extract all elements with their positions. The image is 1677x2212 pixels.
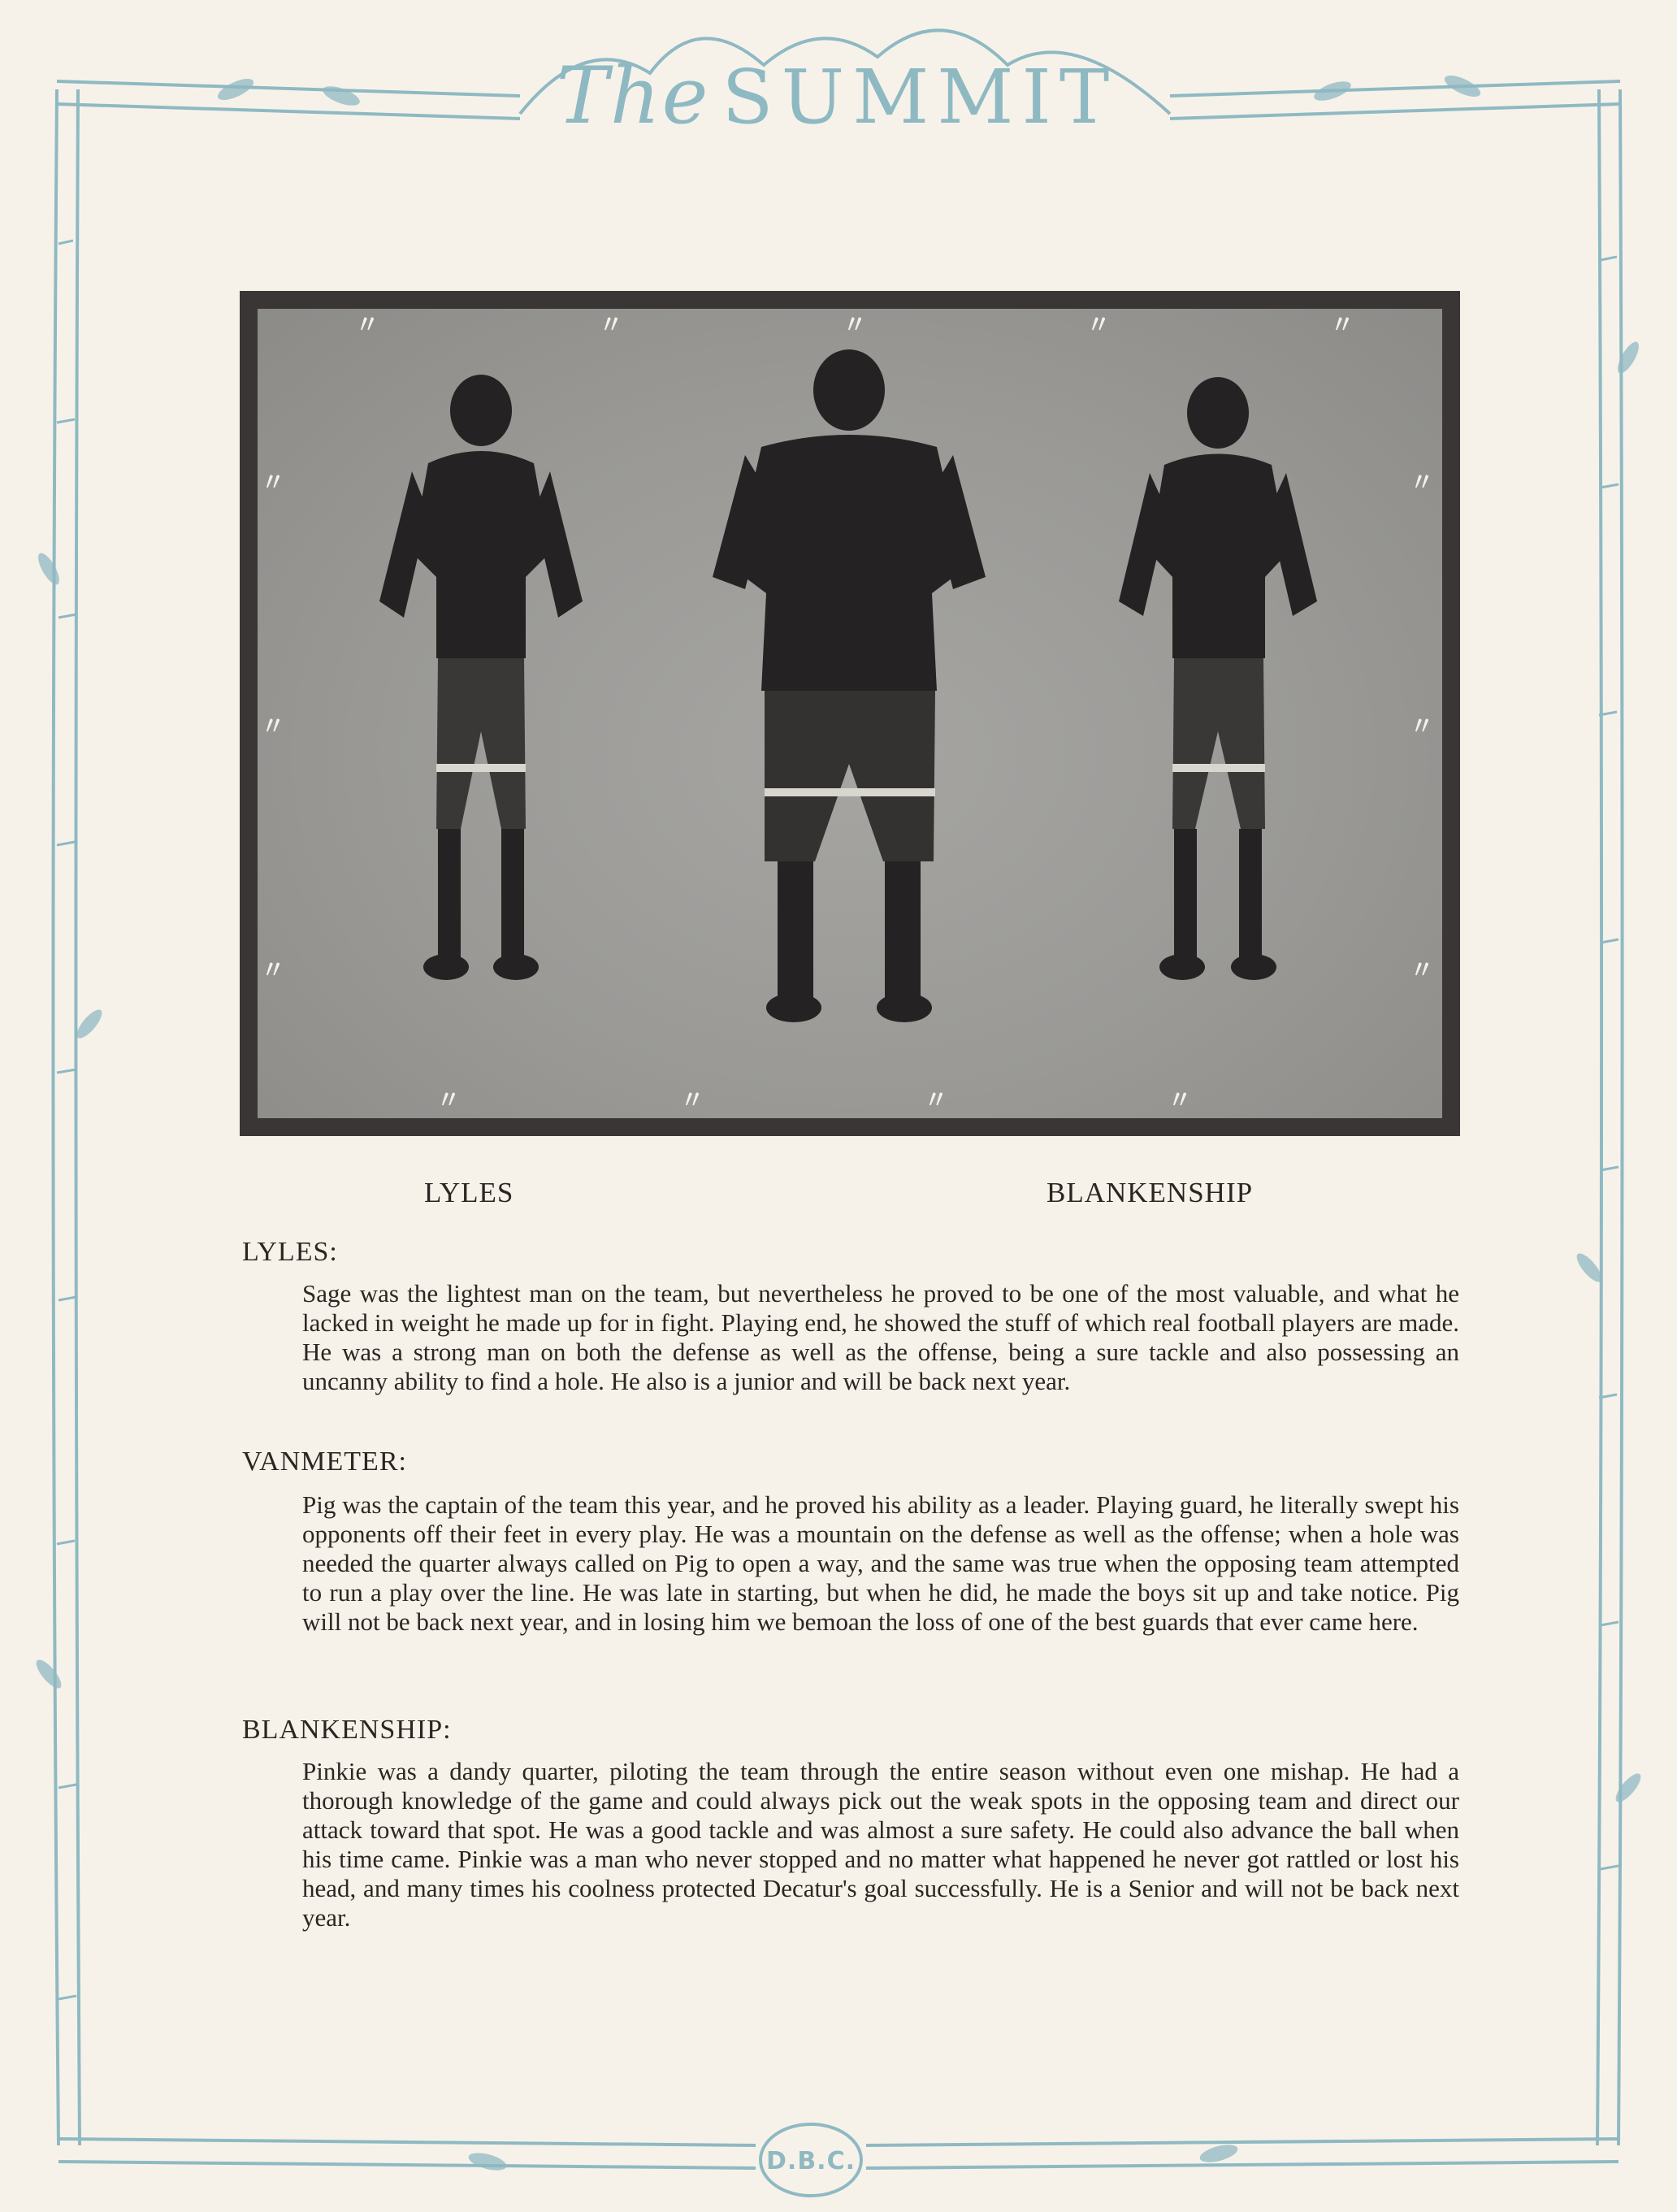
section-heading-vanmeter: VANMETER: bbox=[242, 1446, 407, 1477]
stitch-mark: 〃 bbox=[261, 713, 285, 741]
stitch-mark: 〃 bbox=[261, 956, 285, 985]
team-photo bbox=[258, 309, 1442, 1118]
masthead-title: SUMMIT bbox=[722, 54, 1118, 141]
stitch-mark: 〃 bbox=[261, 469, 285, 497]
publisher-logo: D.B.C. bbox=[766, 2146, 856, 2175]
stitch-mark: 〃 bbox=[436, 1086, 461, 1115]
stitch-mark: 〃 bbox=[680, 1086, 704, 1115]
stitch-mark: 〃 bbox=[1410, 713, 1434, 741]
section-heading-blankenship: BLANKENSHIP: bbox=[242, 1715, 452, 1745]
section-body-lyles: Sage was the lightest man on the team, but nevertheless he proved to be one of the most valuable, and what he lacked in weight he made up for in fight. Playing end, he showed the stuff of which real football players are made. He was a strong man on both the defense as well as the offense, being a sure tackle and also possessing an uncanny ability to find a hole. He also is a junior and will be back next year. bbox=[302, 1279, 1459, 1395]
stitch-mark: 〃 bbox=[599, 311, 623, 340]
stitch-mark: 〃 bbox=[1330, 311, 1354, 340]
stitch-mark: 〃 bbox=[924, 1086, 948, 1115]
photo-caption-left: LYLES bbox=[424, 1177, 514, 1208]
section-body-blankenship: Pinkie was a dandy quarter, piloting the team through the entire season without even one mishap. He had a thorough knowledge of the game and could always pick out the weak spots in the opposing team and direct our attack toward that spot. He was a good tackle and was almost a sure safety. He could also advance the ball when his time came. Pinkie was a man who never stopped and no matter what happened he never got rattled or lost his head, and many times his coolness protected Decatur's goal successfully. He is a Senior and will not be back next year. bbox=[302, 1757, 1459, 1932]
stitch-mark: 〃 bbox=[355, 311, 379, 340]
stitch-mark: 〃 bbox=[1410, 469, 1434, 497]
section-body-vanmeter: Pig was the captain of the team this year, and he proved his ability as a leader. Playing guard, he literally swept his opponents off their feet in every play. He was a mountain on the defense as well as the offense; when a hole was needed the quarter always called on Pig to open a way, and the same was true when the opposing team attempted to run a play over the line. He was late in starting, but when he did, he made the boys sit up and take notice. Pig will not be back next year, and in losing him we bemoan the loss of one of the best guards that ever came here. bbox=[302, 1490, 1459, 1636]
players-illustration bbox=[258, 309, 1442, 1118]
stitch-mark: 〃 bbox=[1410, 956, 1434, 985]
masthead bbox=[504, 50, 1170, 148]
stitch-mark: 〃 bbox=[1086, 311, 1111, 340]
stitch-mark: 〃 bbox=[843, 311, 867, 340]
masthead-prefix: The bbox=[556, 50, 710, 141]
stitch-mark: 〃 bbox=[1168, 1086, 1192, 1115]
section-heading-lyles: LYLES: bbox=[242, 1237, 338, 1267]
team-photo-frame bbox=[240, 291, 1460, 1136]
photo-caption-right: BLANKENSHIP bbox=[1046, 1177, 1254, 1208]
